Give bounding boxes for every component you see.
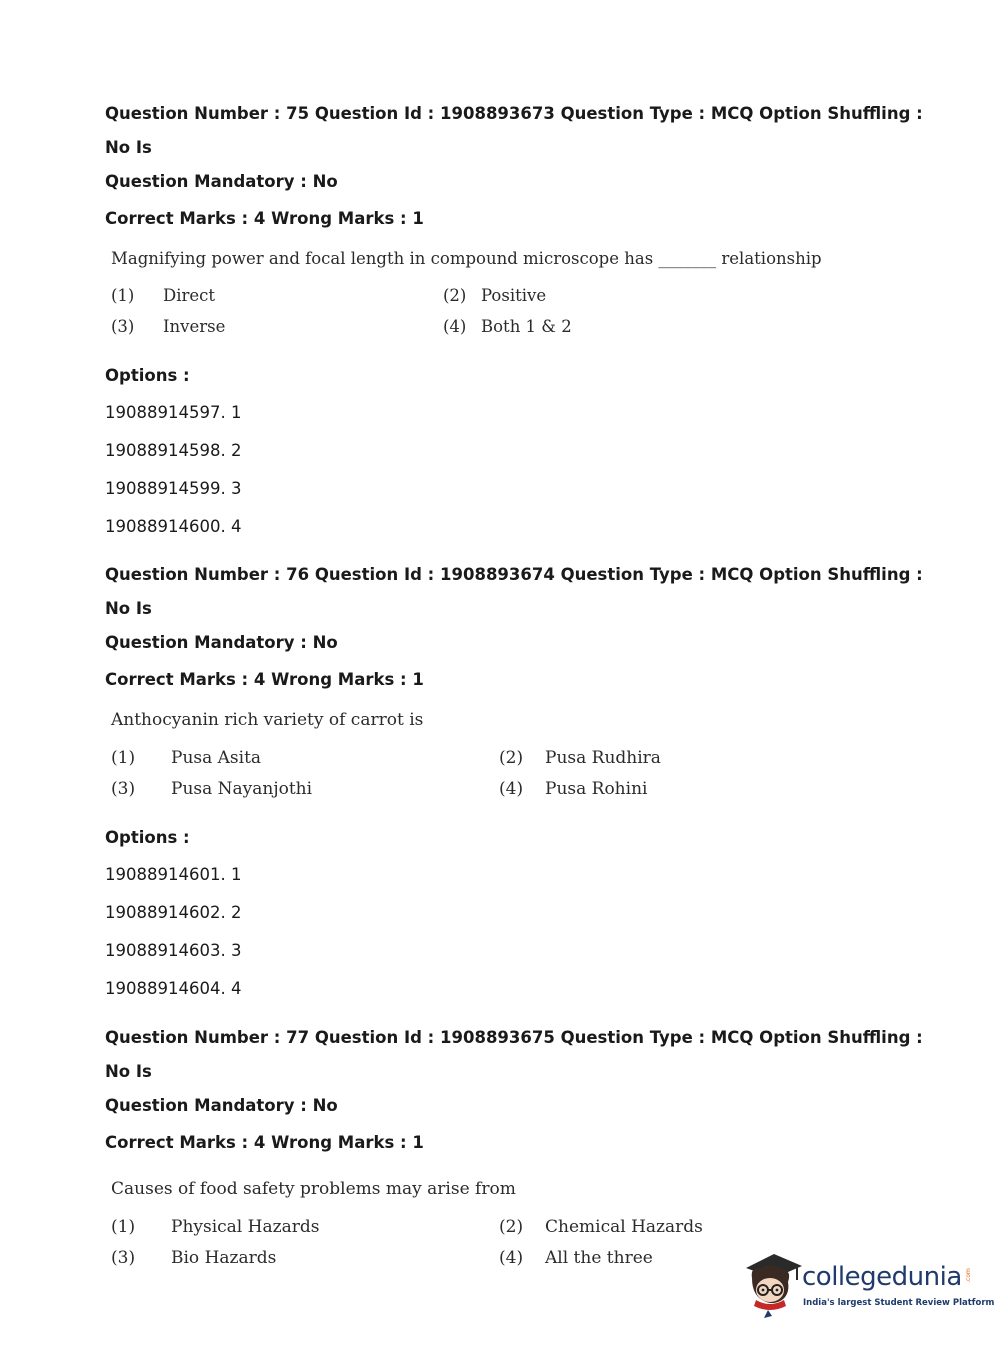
choice-text: Bio Hazards [171,1248,277,1268]
choice-1 [111,748,262,768]
option-item: 19088914604. 4 [105,979,242,998]
choice-number: (4) [499,1248,524,1268]
choice-2 [443,286,547,305]
marks-line: Correct Marks : 4 Wrong Marks : 1 [105,670,424,689]
choice-grid [111,286,925,348]
choice-number: (2) [499,748,524,768]
choice-1 [111,286,216,305]
choice-number: (1) [111,286,135,305]
choice-text: Inverse [163,317,226,336]
choice-4 [443,317,572,336]
choice-number: (4) [443,317,467,336]
choice-grid [111,748,925,810]
option-item: 19088914597. 1 [105,403,242,422]
choice-4 [499,1248,653,1268]
choice-4 [499,779,648,799]
choice-text: Pusa Rudhira [545,748,661,768]
choice-number: (3) [111,1248,136,1268]
marks-line: Correct Marks : 4 Wrong Marks : 1 [105,1133,424,1152]
choice-2 [499,748,661,768]
question-meta-line: Question Number : 77 Question Id : 1908893675 Question Type : MCQ Option Shuffling : No Is [105,1028,923,1081]
choice-3 [111,1248,277,1268]
question-mandatory-line: Question Mandatory : No [105,633,338,652]
question-76 [105,558,925,999]
question-stem: Magnifying power and focal length in compound microscope has _______ relationship [111,249,822,268]
question-77 [105,1021,925,1279]
choice-1 [111,1217,320,1237]
option-item: 19088914599. 3 [105,479,242,498]
choice-number: (4) [499,779,524,799]
choice-text: All the three [545,1248,653,1268]
choice-text: Physical Hazards [171,1217,320,1237]
question-mandatory-line: Question Mandatory : No [105,1096,338,1115]
marks-line: Correct Marks : 4 Wrong Marks : 1 [105,209,424,228]
options-label: Options : [105,828,190,847]
choice-text: Direct [163,286,216,305]
choice-text: Positive [481,286,547,305]
mascot-icon [742,1248,804,1318]
choice-text: Chemical Hazards [545,1217,703,1237]
collegedunia-logo [742,1248,995,1318]
question-stem: Causes of food safety problems may arise from [111,1179,516,1199]
choice-number: (1) [111,748,136,768]
choice-text: Pusa Asita [171,748,262,768]
choice-text: Both 1 & 2 [481,317,572,336]
choice-number: (2) [443,286,467,305]
option-item: 19088914603. 3 [105,941,242,960]
options-label: Options : [105,366,190,385]
option-item: 19088914600. 4 [105,517,242,536]
question-meta-line: Question Number : 75 Question Id : 1908893673 Question Type : MCQ Option Shuffling : No Is [105,104,923,157]
choice-2 [499,1217,703,1237]
question-mandatory-line: Question Mandatory : No [105,172,338,191]
option-item: 19088914601. 1 [105,865,242,884]
question-75 [105,97,925,537]
question-stem: Anthocyanin rich variety of carrot is [111,710,424,730]
option-item: 19088914602. 2 [105,903,242,922]
choice-text: Pusa Nayanjothi [171,779,313,799]
choice-number: (2) [499,1217,524,1237]
choice-number: (1) [111,1217,136,1237]
logo-tagline: India's largest Student Review Platform [803,1298,995,1308]
option-item: 19088914598. 2 [105,441,242,460]
choice-3 [111,317,226,336]
choice-number: (3) [111,779,136,799]
question-meta-line: Question Number : 76 Question Id : 1908893674 Question Type : MCQ Option Shuffling : No Is [105,565,923,618]
choice-number: (3) [111,317,135,336]
logo-wordmark: collegedunia [802,1262,962,1292]
choice-3 [111,779,313,799]
logo-suffix: .com [964,1268,972,1283]
choice-text: Pusa Rohini [545,779,648,799]
